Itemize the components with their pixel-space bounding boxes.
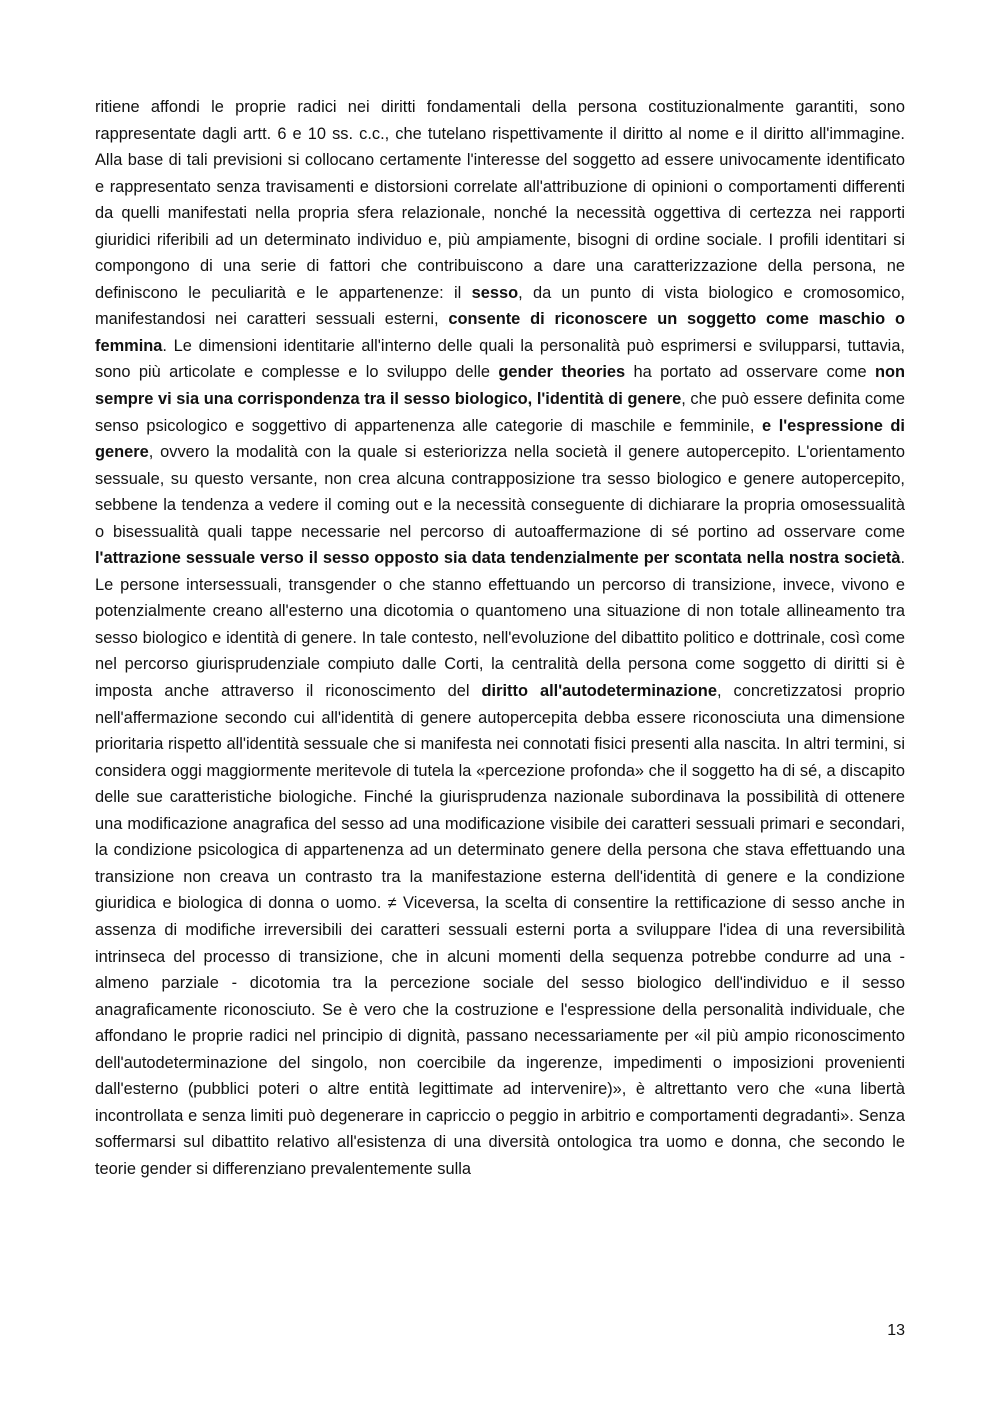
text-segment: ritiene affondi le proprie radici nei diritti fondamentali della persona costituzionalmente garantiti, sono rappresentate dagli artt. 6 e 10 ss. c.c., che tutelano rispettivamente il diritto al nome e il diritto all'immagine. Alla base di tali previsioni si collocano certamente l'interesse del soggetto ad essere univocamente identificato e rappresentato senza travisamenti e distorsioni correlate all'attribuzione di opinioni o comportamenti differenti da quelli manifestati nella propria sfera relazionale, nonché la necessità oggettiva di certezza nei rapporti giuridici riferibili ad un determinato individuo e, più ampiamente, bisogni di ordine sociale. I profili identitari si compongono di una serie di fattori che contribuiscono a dare una caratterizzazione della persona, ne definiscono le peculiarità e le appartenenze: il xyxy=(95,98,905,302)
bold-text-segment: e l'espressione di genere xyxy=(95,416,905,462)
text-segment: . Le dimensioni identitarie all'interno delle quali la personalità può esprimersi e svilupparsi, tuttavia, sono più articolate e complesse e lo sviluppo delle xyxy=(95,336,905,382)
bold-text-segment: gender theories xyxy=(498,363,626,382)
text-segment: ha portato ad osservare come xyxy=(625,363,875,382)
text-segment: , concretizzatosi proprio nell'affermazione secondo cui all'identità di genere autopercepita debba essere riconosciuta una dimensione prioritaria rispetto all'identità sessuale che si manifesta nei connotati fisici presenti alla nascita. In altri termini, si considera oggi maggiormente meritevole di tutela la «percezione profonda» che il soggetto ha di sé, a discapito delle sue caratteristiche biologiche. Finché la giurisprudenza nazionale subordinava la possibilità di ottenere una modificazione anagrafica del sesso ad una modificazione visibile dei caratteri sessuali primari e secondari, la condizione psicologica di appartenenza ad un determinato genere della persona che stava effettuando una transizione non creava un contrasto tra la manifestazione esterna dell'identità di genere e la condizione giuridica e biologica di donna o uomo. ≠ Viceversa, la scelta di consentire la rettificazione di sesso anche in assenza di modifiche irreversibili dei caratteri sessuali esterni porta a sviluppare l'idea di una reversibilità intrinseca del processo di transizione, che in alcuni momenti della sequenza potrebbe condurre ad una - almeno parziale - dicotomia tra la percezione sociale del sesso biologico dell'individuo e il sesso anagraficamente riconosciuto. Se è vero che la costruzione e l'espressione della personalità individuale, che affondano le proprie radici nel principio di dignità, passano necessariamente per «il più ampio riconoscimento dell'autodeterminazione del singolo, non coercibile da ingerenze, impedimenti o imposizioni provenienti dall'esterno (pubblici poteri o altre entità legittimate ad intervenire)», è altrettanto vero che «una libertà incontrollata e senza limiti può degenerare in capriccio o peggio in arbitrio e comportamenti degradanti». Senza soffermarsi sul dibattito relativo all'esistenza di una diversità ontologica tra uomo e donna, che secondo le teorie gender si differenziano prevalentemente sulla xyxy=(95,682,905,1178)
page-number: 13 xyxy=(887,1322,905,1339)
bold-text-segment: non sempre vi sia una corrispondenza tra il sesso biologico, l'identità di genere xyxy=(95,363,905,409)
bold-text-segment: l'attrazione sessuale verso il sesso opposto sia data tendenzialmente per scontata nella nostra società xyxy=(95,549,901,568)
body-paragraph xyxy=(95,94,905,1182)
bold-text-segment: diritto all'autodeterminazione xyxy=(481,682,717,701)
bold-text-segment: sesso xyxy=(471,283,519,302)
text-segment: , che può essere definita come senso psicologico e soggettivo di appartenenza alle categorie di maschile e femminile, xyxy=(95,390,905,435)
text-segment: , ovvero la modalità con la quale si esteriorizza nella società il genere autopercepito. L'orientamento sessuale, su questo versante, non crea alcuna contrapposizione tra sesso biologico e genere autopercepito, sebbene la tendenza a vedere il coming out e la necessità conseguente di dichiarare la propria omosessualità o bisessualità quali tappe necessarie nel percorso di autoaffermazione di sé portino ad osservare come xyxy=(95,443,905,541)
text-segment: . Le persone intersessuali, transgender o che stanno effettuando un percorso di transizione, invece, vivono e potenzialmente creano all'esterno una dicotomia o quantomeno una situazione di non totale allineamento tra sesso biologico e identità di genere. In tale contesto, nell'evoluzione del dibattito politico e dottrinale, così come nel percorso giurisprudenziale compiuto dalle Corti, la centralità della persona come soggetto di diritti si è imposta anche attraverso il riconoscimento del xyxy=(95,549,905,701)
text-segment: , da un punto di vista biologico e cromosomico, manifestandosi nei caratteri sessuali esterni, xyxy=(95,283,905,329)
bold-text-segment: consente di riconoscere un soggetto come maschio o femmina xyxy=(95,310,906,355)
